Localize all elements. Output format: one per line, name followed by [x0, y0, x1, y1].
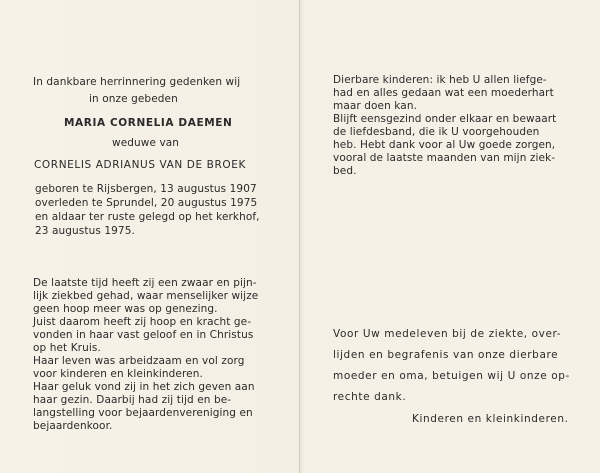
biography-line: haar gezin. Daarbij had zij tijd en be-	[33, 394, 232, 406]
thanks-line: Voor Uw medeleven bij de ziekte, over-	[333, 328, 562, 340]
thanks-line: lijden en begrafenis van onze dierbare	[333, 349, 559, 361]
biography-line: Haar geluk vond zij in het zich geven aan	[33, 381, 255, 393]
message-line: vooral de laatste maanden van mijn ziek-	[333, 152, 556, 164]
spouse-name: CORNELIS ADRIANUS VAN DE BROEK	[34, 159, 246, 171]
message-line: Dierbare kinderen: ik heb U allen liefge-	[333, 74, 547, 86]
message-line: bed.	[333, 165, 357, 177]
biography-line: bejaardenkoor.	[33, 420, 113, 432]
date-line: geboren te Rijsbergen, 13 augustus 1907	[35, 183, 257, 195]
intro-line: in onze gebeden	[89, 93, 178, 105]
card-fold	[299, 0, 300, 473]
signature: Kinderen en kleinkinderen.	[412, 413, 569, 425]
biography-line: geen hoop meer was op genezing.	[33, 303, 218, 315]
message-line: maar doen kan.	[333, 100, 418, 112]
biography-line: voor kinderen en kleinkinderen.	[33, 368, 203, 380]
biography-line: op het Kruis.	[33, 342, 101, 354]
biography-line: De laatste tijd heeft zij een zwaar en pijn-	[33, 277, 257, 289]
message-line: had en alles gedaan wat een moederhart	[333, 87, 554, 99]
biography-line: vonden in haar vast geloof en in Christus	[33, 329, 254, 341]
thanks-line: moeder en oma, betuigen wij U onze op-	[333, 370, 570, 382]
date-line: overleden te Sprundel, 20 augustus 1975	[35, 197, 258, 209]
message-line: heb. Hebt dank voor al Uw goede zorgen,	[333, 139, 556, 151]
biography-line: Juist daarom heeft zij hoop en kracht ge-	[33, 316, 252, 328]
message-line: Blijft eensgezind onder elkaar en bewaart	[333, 113, 557, 125]
thanks-line: rechte dank.	[333, 391, 407, 403]
biography-line: Haar leven was arbeidzaam en vol zorg	[33, 355, 245, 367]
intro-line: In dankbare herrinnering gedenken wij	[33, 76, 241, 88]
date-line: en aldaar ter ruste gelegd op het kerkhof,	[35, 211, 260, 223]
message-line: de liefdesband, die ik U voorgehouden	[333, 126, 540, 138]
biography-line: lijk ziekbed gehad, waar menselijker wijze	[33, 290, 259, 302]
deceased-name: MARIA CORNELIA DAEMEN	[64, 117, 233, 129]
relation-text: weduwe van	[112, 137, 180, 149]
biography-line: langstelling voor bejaardenvereniging en	[33, 407, 253, 419]
date-line: 23 augustus 1975.	[35, 225, 135, 237]
